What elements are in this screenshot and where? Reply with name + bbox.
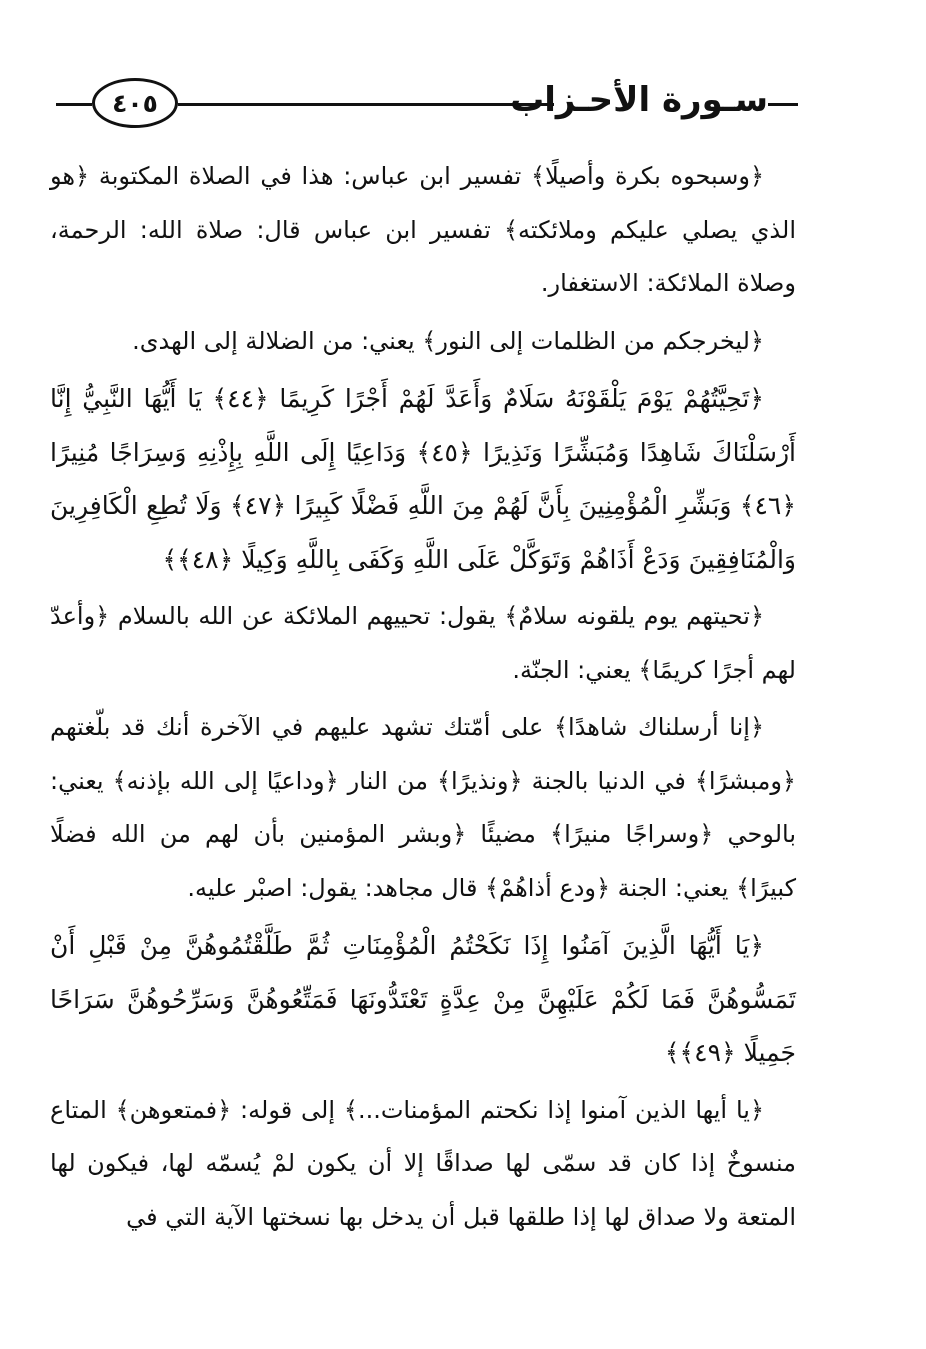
header-rule-left xyxy=(56,103,92,106)
page-number-oval xyxy=(92,78,178,128)
quran-verses: ﴿تَحِيَّتُهُمْ يَوْمَ يَلْقَوْنَهُ سَلَامٌ وَأَعَدَّ لَهُمْ أَجْرًا كَرِيمًا ﴿٤٤﴾ يَا أَيُّهَا النَّبِيُّ إِنَّا أَرْسَلْنَاكَ شَاهِدًا وَمُبَشِّرًا وَنَذِيرًا ﴿٤٥﴾ وَدَاعِيًا إِلَى اللَّهِ بِإِذْنِهِ وَسِرَاجًا مُنِيرًا ﴿٤٦﴾ وَبَشِّرِ الْمُؤْمِنِينَ بِأَنَّ لَهُمْ مِنَ اللَّهِ فَضْلًا كَبِيرًا ﴿٤٧﴾ وَلَا تُطِعِ الْكَافِرِينَ وَالْمُنَافِقِينَ وَدَعْ أَذَاهُمْ وَتَوَكَّلْ عَلَى اللَّهِ وَكَفَى بِاللَّهِ وَكِيلًا ﴿٤٨﴾﴾ xyxy=(50,384,797,574)
header-rule-right xyxy=(768,103,798,106)
tafsir-paragraph: ﴿تحيتهم يوم يلقونه سلامٌ﴾ يقول: تحييهم الملائكة عن الله بالسلام ﴿وأعدّ لهم أجرًا كريمًا﴾ يعني: الجنّة. xyxy=(50,602,796,684)
tafsir-paragraph: ﴿يا أيها الذين آمنوا إذا نكحتم المؤمنات...﴾ إلى قوله: ﴿فمتعوهن﴾ المتاع منسوخٌ إذا كان قد سمّى لها صداقًا إلا أن يكون لمْ يُسمّه لها، فيكون لها المتعة ولا صداق لها إذا طلقها قبل أن يدخل بها نسختها الآية التي في xyxy=(50,1095,796,1231)
header-rule-middle xyxy=(178,103,554,106)
page-header xyxy=(56,70,798,136)
tafsir-paragraph: ﴿ليخرجكم من الظلمات إلى النور﴾ يعني: من الضلالة إلى الهدى. xyxy=(132,326,764,355)
tafsir-paragraph: ﴿وسبحوه بكرة وأصيلًا﴾ تفسير ابن عباس: هذا في الصلاة المكتوبة ﴿هو الذي يصلي عليكم وملائكته﴾ تفسير ابن عباس قال: صلاة الله: الرحمة، وصلاة الملائكة: الاستغفار. xyxy=(50,162,796,297)
page-number: ٤٠٥ xyxy=(112,88,158,118)
page-body xyxy=(50,150,796,1244)
surah-title: سـورة الأحـزاب xyxy=(510,80,768,120)
tafsir-paragraph: ﴿إنا أرسلناك شاهدًا﴾ على أمّتك تشهد عليهم في الآخرة أنك قد بلّغتهم ﴿ومبشرًا﴾ في الدنيا بالجنة ﴿ونذيرًا﴾ من النار ﴿وداعيًا إلى الله بإذنه﴾ يعني: بالوحي ﴿وسراجًا منيرًا﴾ مضيئًا ﴿وبشر المؤمنين بأن لهم من الله فضلًا كبيرًا﴾ يعني: الجنة ﴿ودع أذاهُمْ﴾ قال مجاهد: يقول: اصبْر عليه. xyxy=(50,713,796,902)
quran-verses: ﴿يَا أَيُّهَا الَّذِينَ آمَنُوا إِذَا نَكَحْتُمُ الْمُؤْمِنَاتِ ثُمَّ طَلَّقْتُمُوهُنَّ مِنْ قَبْلِ أَنْ تَمَسُّوهُنَّ فَمَا لَكُمْ عَلَيْهِنَّ مِنْ عِدَّةٍ تَعْتَدُّونَهَا فَمَتِّعُوهُنَّ وَسَرِّحُوهُنَّ سَرَاحًا جَمِيلًا ﴿٤٩﴾﴾ xyxy=(50,931,796,1067)
